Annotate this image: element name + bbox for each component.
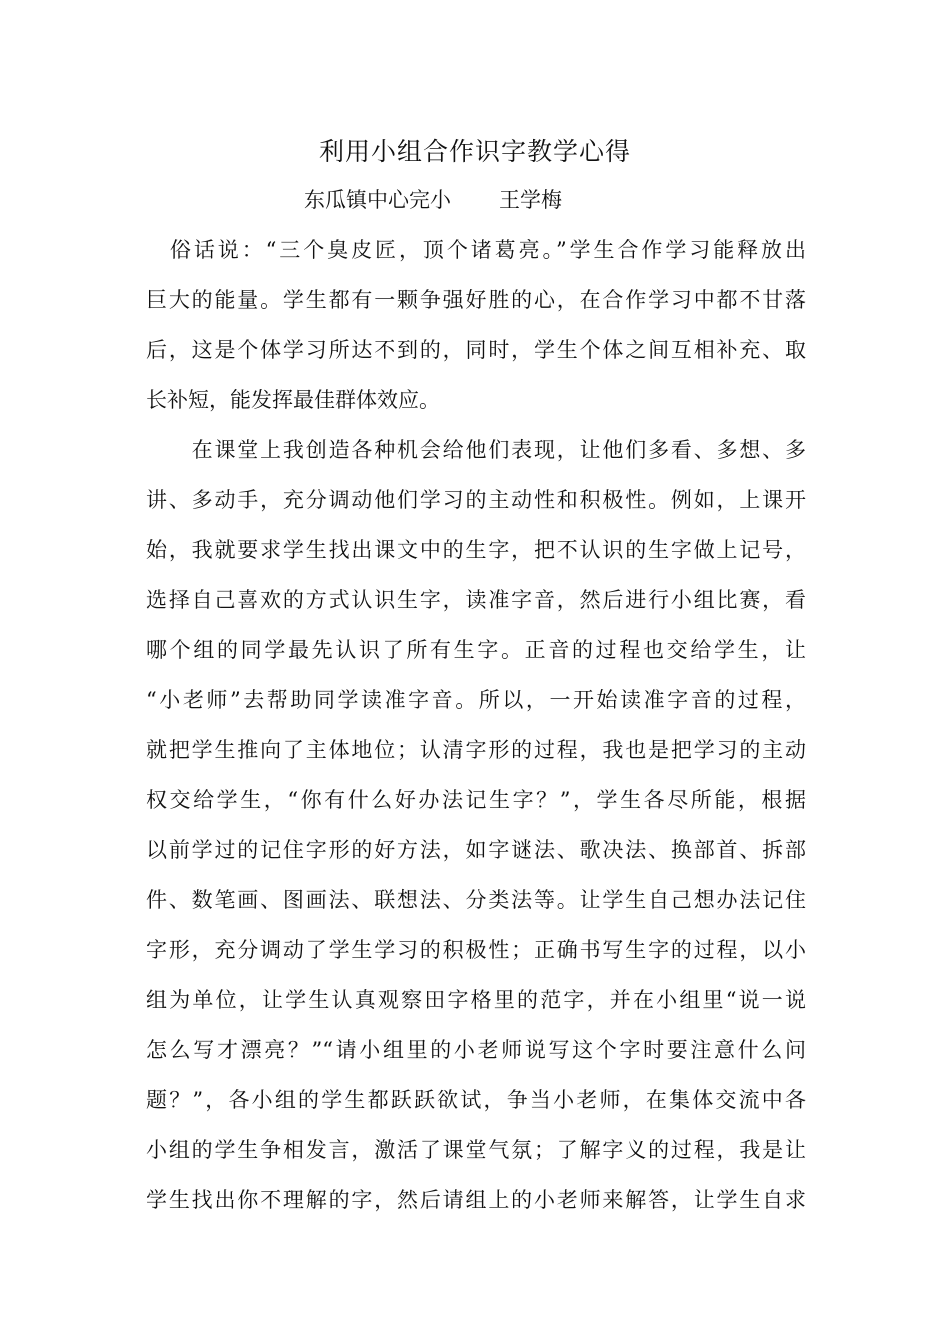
paragraph-line: 组为单位，让学生认真观察田字格里的范字，并在小组里“说一说	[146, 988, 806, 1012]
paragraph-line: 俗话说：“三个臭皮匠，顶个诸葛亮。”学生合作学习能释放出	[146, 238, 806, 262]
paragraph-line: “小老师”去帮助同学读准字音。所以，一开始读准字音的过程，	[146, 688, 806, 712]
paragraph-line: 始，我就要求学生找出课文中的生字，把不认识的生字做上记号，	[146, 538, 806, 562]
paragraph-line: 在课堂上我创造各种机会给他们表现，让他们多看、多想、多	[146, 438, 806, 462]
paragraph-line: 字形，充分调动了学生学习的积极性；正确书写生字的过程，以小	[146, 938, 806, 962]
paragraph-line: 讲、多动手，充分调动他们学习的主动性和积极性。例如，上课开	[146, 488, 806, 512]
paragraph-line: 后，这是个体学习所达不到的，同时，学生个体之间互相补充、取	[146, 338, 806, 362]
byline-school: 东瓜镇中心完小	[304, 188, 451, 212]
document-title: 利用小组合作识字教学心得	[318, 137, 631, 166]
paragraph-line: 巨大的能量。学生都有一颗争强好胜的心，在合作学习中都不甘落	[146, 288, 806, 312]
paragraph-line: 题？”，各小组的学生都跃跃欲试，争当小老师，在集体交流中各	[146, 1088, 806, 1112]
paragraph-line: 长补短，能发挥最佳群体效应。	[146, 388, 440, 412]
paragraph-line: 怎么写才漂亮？”“请小组里的小老师说写这个字时要注意什么问	[146, 1038, 806, 1062]
paragraph-line: 权交给学生，“你有什么好办法记生字？”，学生各尽所能，根据	[146, 788, 806, 812]
paragraph-line: 选择自己喜欢的方式认识生字，读准字音，然后进行小组比赛，看	[146, 588, 806, 612]
byline-author: 王学梅	[499, 188, 562, 212]
byline	[304, 184, 562, 216]
paragraph-line: 哪个组的同学最先认识了所有生字。正音的过程也交给学生，让	[146, 638, 806, 662]
paragraph-line: 小组的学生争相发言，激活了课堂气氛；了解字义的过程，我是让	[146, 1138, 806, 1162]
paragraph-line: 学生找出你不理解的字，然后请组上的小老师来解答，让学生自求	[146, 1188, 806, 1212]
paragraph-line: 就把学生推向了主体地位；认清字形的过程，我也是把学习的主动	[146, 738, 806, 762]
paragraph-line: 件、数笔画、图画法、联想法、分类法等。让学生自己想办法记住	[146, 888, 806, 912]
paragraph-line: 以前学过的记住字形的好方法，如字谜法、歌决法、换部首、拆部	[146, 838, 806, 862]
